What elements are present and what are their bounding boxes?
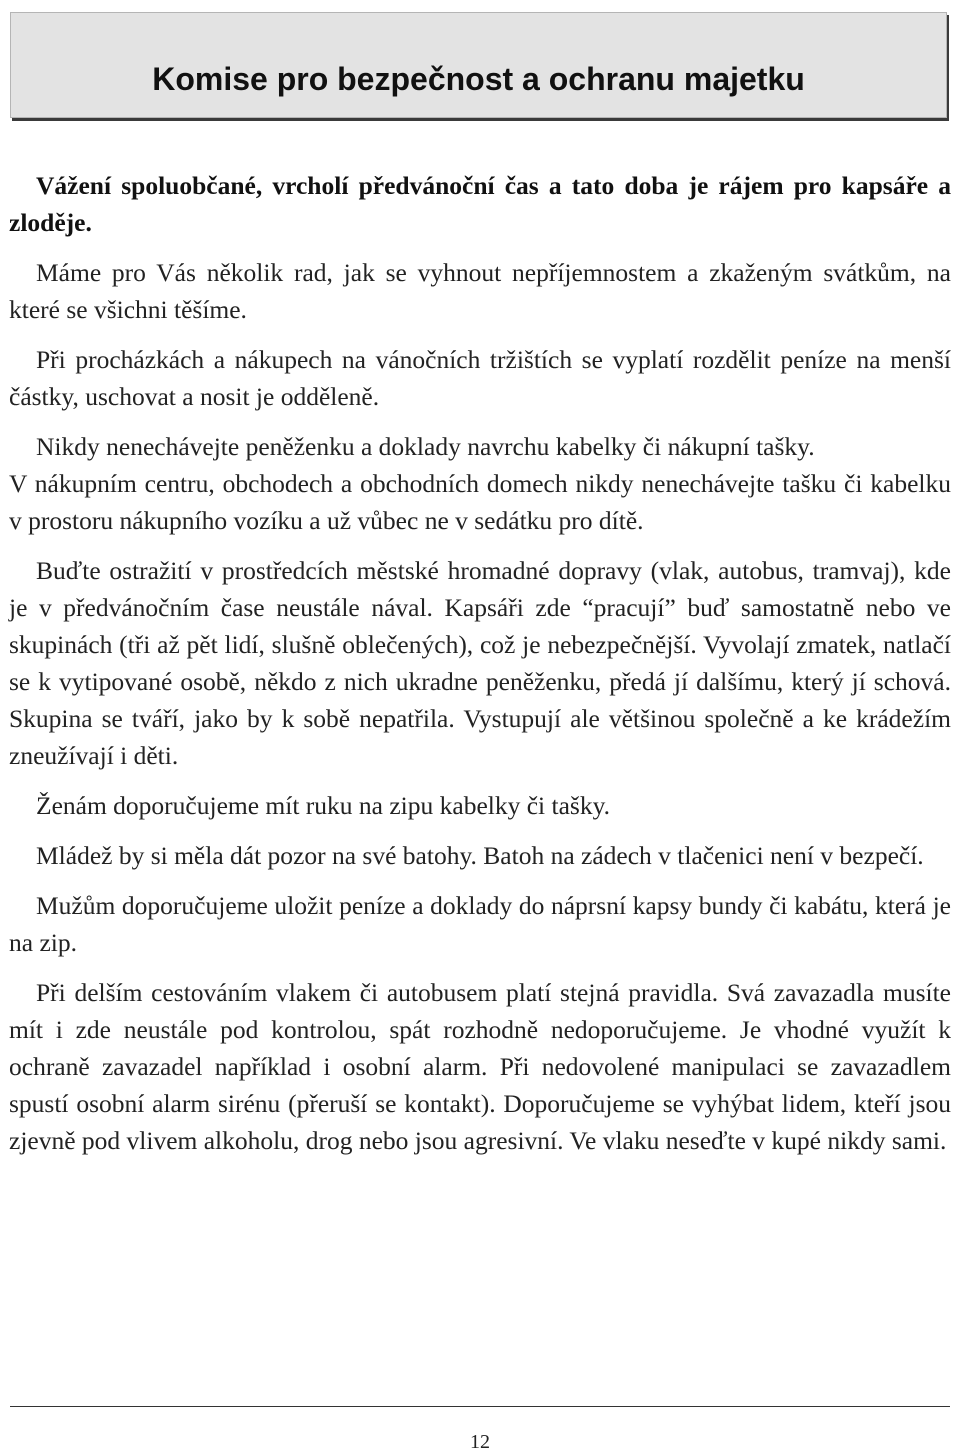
women-advice-paragraph: Ženám doporučujeme mít ruku na zipu kabelky či tašky. xyxy=(36,791,611,820)
men-advice-paragraph: Mužům doporučujeme uložit peníze a doklady do náprsní kapsy bundy či kabátu, která je na zip. xyxy=(9,891,951,957)
public-transport-paragraph: Buďte ostražití v prostředcích městské hromadné dopravy (vlak, autobus, tramvaj), kde je v předvánočním čase neustále nával. Kapsáři zde “pracují” buď samostatně nebo ve skupinách (tři až pět lidí, slušně oblečených), což je nebezpečnější. Vyvolají zmatek, natlačí se k vytipované osobě, někdo z nich ukradne peněženku, předá jí dalšímu, který jí schová. Skupina se tváří, jako by k sobě nepatřila. Vystupují ale většinou společně a ke krádežím zneužívají i děti. xyxy=(9,556,951,770)
youth-advice-paragraph: Mládež by si měla dát pozor na své batohy. Batoh na zádech v tlačenici není v bezpečí. xyxy=(36,841,924,870)
page-title: Komise pro bezpečnost a ochranu majetku xyxy=(152,61,805,97)
wallet-advice-paragraph: Nikdy nenechávejte peněženku a doklady navrchu kabelky či nákupní tašky. xyxy=(36,432,815,461)
shopping-center-paragraph: V nákupním centru, obchodech a obchodních domech nikdy nenechávejte tašku či kabelku v prostoru nákupního vozíku a už vůbec ne v sedátku pro dítě. xyxy=(9,469,951,535)
footer-divider xyxy=(10,1406,950,1407)
markets-advice-paragraph: Při procházkách a nákupech na vánočních tržištích se vyplatí rozdělit peníze na menší částky, uschovat a nosit je odděleně. xyxy=(9,345,951,411)
travel-advice-paragraph: Při delším cestováním vlakem či autobusem platí stejná pravidla. Svá zavazadla musíte mít i zde neustále pod kontrolou, spát rozhodně nedoporučujeme. Je vhodné využít k ochraně zavazadel například i osobní alarm. Při nedovolené manipulaci se zavazadlem spustí osobní alarm sirénu (přeruší se kontakt). Doporučujeme se vyhýbat lidem, kteří jsou zjevně pod vlivem alkoholu, drog nebo jsou agresivní. Ve vlaku neseďte v kupé nikdy sami. xyxy=(9,978,951,1155)
greeting-paragraph: Vážení spoluobčané, vrcholí předvánoční čas a tato doba je rájem pro kapsáře a zloděje. xyxy=(9,171,951,237)
header-box xyxy=(10,12,947,118)
page-number: 12 xyxy=(470,1431,490,1453)
article-body xyxy=(9,167,951,1172)
intro-paragraph: Máme pro Vás několik rad, jak se vyhnout nepříjemnostem a zkaženým svátkům, na které se všichni těšíme. xyxy=(9,258,951,324)
